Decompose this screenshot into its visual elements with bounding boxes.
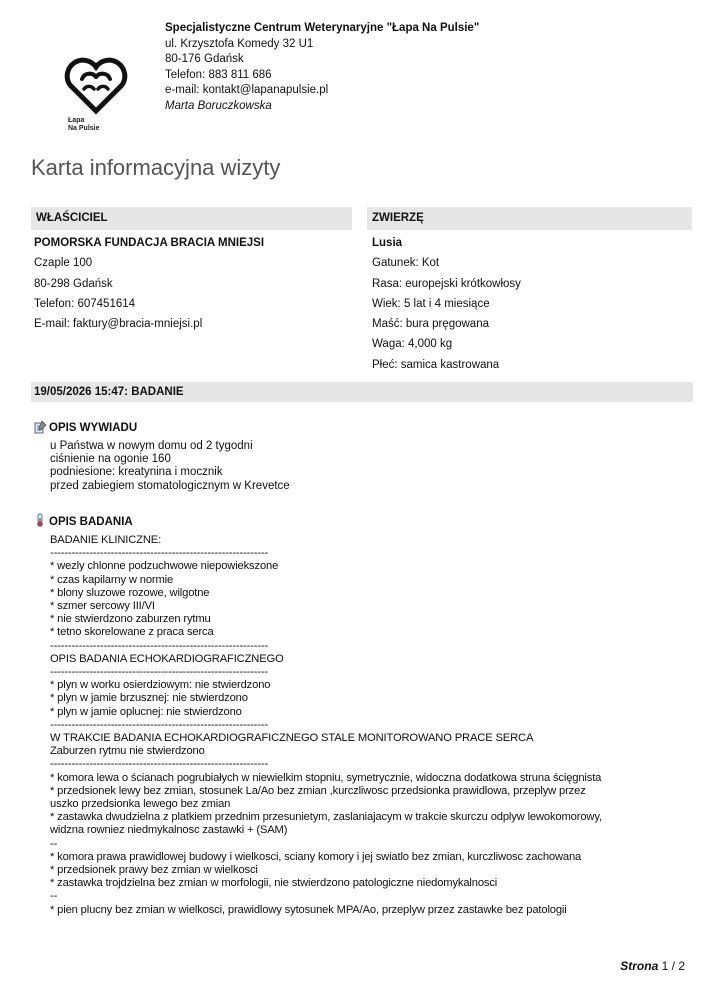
animal-line: Gatunek: Kot (372, 257, 440, 270)
animal-details (372, 233, 521, 375)
owner-line: 80-298 Gdańsk (34, 277, 113, 290)
animal-header: ZWIERZĘ (367, 207, 692, 230)
page-number: 1 (661, 959, 669, 973)
owner-line: Telefon: 607451614 (34, 297, 136, 310)
page-total: 2 (678, 959, 685, 973)
animal-name: Lusia (372, 237, 403, 249)
exam-title: OPIS BADANIA (49, 516, 133, 528)
owner-details (34, 233, 264, 334)
animal-line: Maść: bura pręgowana (372, 318, 489, 331)
logo-text-line: Łapa (68, 117, 85, 124)
animal-line: Waga: 4,000 kg (372, 338, 453, 351)
page-separator: / (671, 959, 675, 973)
clinic-name: Specjalistyczne Centrum Weterynaryjne "Łapa Na Pulsie" (165, 22, 480, 34)
owner-name: POMORSKA FUNDACJA BRACIA MNIEJSI (34, 237, 265, 249)
clinic-phone: Telefon: 883 811 686 (165, 68, 272, 81)
thermometer-icon (33, 513, 47, 527)
visit-header: 19/05/2026 15:47: BADANIE (31, 382, 693, 402)
clinic-doctor: Marta Boruczkowska (165, 99, 272, 112)
logo-text (68, 117, 100, 133)
clinic-city: 80-176 Gdańsk (165, 53, 244, 66)
page-label: Strona (620, 959, 659, 973)
page-title: Karta informacyjna wizyty (31, 155, 281, 180)
clinic-street: ul. Krzysztofa Komedy 32 U1 (165, 37, 314, 50)
clinic-email: e-mail: kontakt@lapanapulsie.pl (165, 84, 329, 97)
clinic-header (165, 21, 479, 115)
owner-line: Czaple 100 (34, 257, 93, 270)
interview-text: u Państwa w nowym domu od 2 tygodni ciśnienie na ogonie 160 podniesione: kreatynina i mocznik przed zabiegiem stomatologicznym w Krevetce (50, 440, 290, 492)
animal-line: Wiek: 5 lat i 4 miesiące (372, 297, 490, 310)
animal-line: Rasa: europejski krótkowłosy (372, 277, 521, 290)
owner-line: E-mail: faktury@bracia-mniejsi.pl (34, 318, 203, 331)
interview-title: OPIS WYWIADU (49, 422, 138, 434)
owner-header: WŁAŚCICIEL (31, 207, 352, 230)
animal-line: Płeć: samica kastrowana (372, 358, 500, 371)
page-footer (620, 959, 685, 973)
logo-text-line: Na Pulsie (68, 125, 100, 132)
notes-icon (33, 420, 47, 434)
exam-text: BADANIE KLINICZNE: ------------------------------------------------------------- * wezly chlonne podzuchwowe niepowiekszone * czas kapilarny w normie * blony sluzowe rozowe, wilgotne * szmer sercowy III/VI * nie stwierdzono zaburzen rytmu * tetno skorelowane z praca serca ------------------------------------------------------------- OPIS BADANIA ECHOKARDIOGRAFICZNEGO ------------------------------------------------------------- * plyn w worku osierdziowym: nie stwierdzono * plyn w jamie brzusznej: nie stwierdzono * plyn w jamie oplucnej: nie stwierdzono ------------------------------------------------------------- W TRAKCIE BADANIA ECHOKARDIOGRAFICZNEGO STALE MONITOROWANO PRACE SERCA Zaburzen rytmu nie stwierdzono ------------------------------------------------------------- * komora lewa o ścianach pogrubiałych w niewielkim stopniu, symetrycznie, widoczna dodatkowa struna ścięgnista * przedsionek lewy bez zmian, stosunek La/Ao bez zmian ,kurczliwosc przedsionka prawidlowa, przeplyw przez uszko przedsionka lewego bez zmian * zastawka dwudzielna z platkiem przednim przesunietym, zaslaniajacym w trakcie skurczu odplyw lewokomorowy, widzna rowniez niedmykalnosc zastawki + (SAM) -- * komora prawa prawidlowej budowy i wielkosci, sciany komory i jej swiatlo bez zmian, kurczliwosc zachowana * przedsionek prawy bez zmian w wielkosci * zastawka trojdzielna bez zmian w morfologii, nie stwierdzono patologiczne niedomykalnosci -- * pien plucny bez zmian w wielkosci, prawidlowy sytosunek MPA/Ao, przeplyw przez zastawke bez patologii (50, 534, 602, 916)
